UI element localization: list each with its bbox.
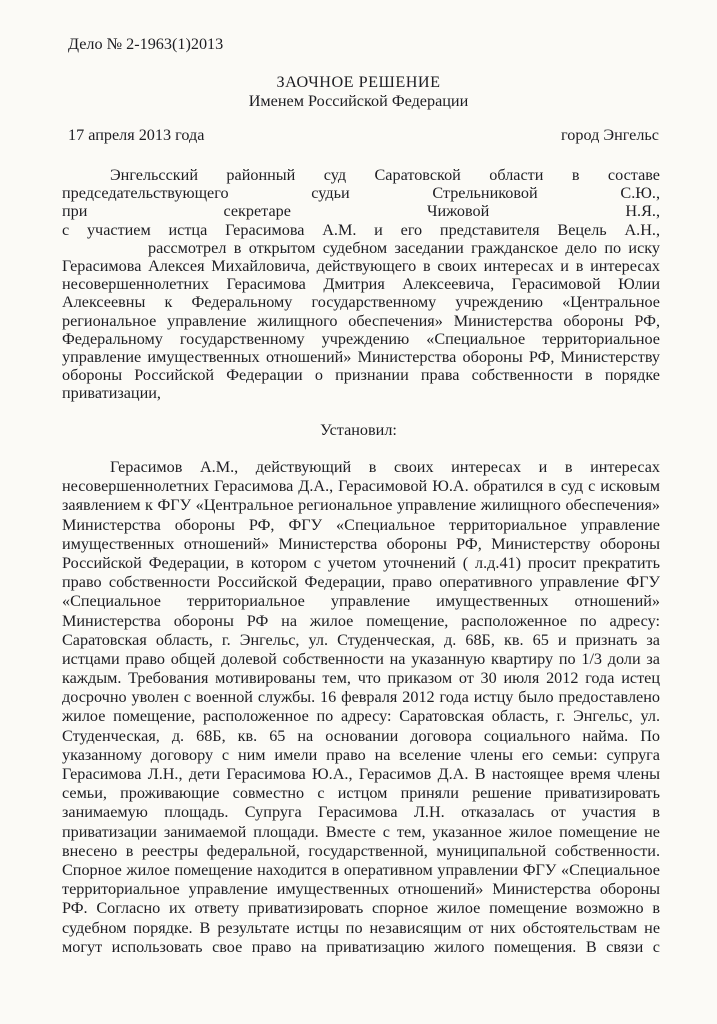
text-line: Алексеевны к Федеральному государственному учреждению «Центральное <box>62 293 660 312</box>
section-heading: Установил: <box>320 421 397 439</box>
intro-paragraph <box>62 166 660 402</box>
text-line: территориальное управление имущественных отношений» Министерства обороны <box>62 880 660 899</box>
text-line: Спорное жилое помещение находится в оперативном управлении ФГУ «Специальное <box>62 860 660 879</box>
text-line: приватизации, <box>62 384 161 403</box>
text-line: несовершеннолетних Герасимова Д.А., Герасимовой Ю.А. обратился в суд с исковым <box>62 477 660 496</box>
text-line: семьи, проживающие совместно с истцом приняли решение приватизировать <box>62 784 660 803</box>
text-line: право собственности Российской Федерации, право оперативного управление ФГУ <box>62 573 660 592</box>
body-paragraph <box>62 458 660 957</box>
text-line: каждым. Требования мотивированы тем, что приказом от 30 июля 2012 года истец <box>62 669 660 688</box>
text-line: указанному договору с ним имели право на вселение члены его семьи: супруга <box>62 745 660 764</box>
text-line: с участием истца Герасимова А.М. и его представителя Вецель А.Н., <box>62 220 660 239</box>
text-line: Герасимова Л.Н., дети Герасимова Ю.А., Герасимов Д.А. В настоящее время члены <box>62 765 660 783</box>
text-line: Герасимова Алексея Михайловича, действующего в своих интересах и в интересах <box>62 256 660 275</box>
text-line: управление имущественных отношений» Министерства обороны РФ, Министерству <box>62 347 660 366</box>
text-line: имущественных отношений» Министерства обороны РФ, Министерству обороны <box>62 534 660 553</box>
text-line: РФ. Согласно их ответу приватизировать спорное жилое помещение возможно в <box>62 899 660 918</box>
text-line: приватизации занимаемой площади. Вместе с тем, указанное жилое помещение не <box>62 822 660 841</box>
text-line: истцами право общей долевой собственности на указанную квартиру по 1/3 доли за <box>62 649 660 668</box>
text-line: внесено в реестры федеральной, государственной, муниципальной собственности. <box>62 841 660 860</box>
text-line: Саратовская область, г. Энгельс, ул. Студенческая, д. 68Б, кв. 65 и признать за <box>62 630 660 649</box>
text-line: судебном порядке. В результате истцы по независящим от них обстоятельствам не <box>62 918 660 937</box>
text-line: обороны Российской Федерации о признании права собственности в порядке <box>62 366 660 385</box>
text-line: могут использовать свое право на приватизацию жилого помещения. В связи с <box>62 937 660 956</box>
text-line: рассмотрел в открытом судебном заседании гражданское дело по иску <box>148 238 660 257</box>
text-line: жилое помещение, расположенное по адресу: Саратовская область, г. Энгельс, ул. <box>62 707 660 726</box>
decision-city: город Энгельс <box>561 126 659 144</box>
text-line: Федеральному государственному учреждению «Специальное территориальное <box>62 329 660 348</box>
text-line: заявлением к ФГУ «Центральное региональное управление жилищного обеспечения» <box>62 496 660 515</box>
text-line: «Специальное территориальное управление имущественных отношений» <box>62 592 660 611</box>
text-line: Министерства обороны РФ, ФГУ «Специальное территориальное управление <box>62 515 660 534</box>
text-line: региональное управление жилищного обеспечения» Министерства обороны РФ, <box>62 311 660 330</box>
text-line: досрочно уволен с военной службы. 16 февраля 2012 года истцу было предоставлено <box>62 688 660 707</box>
text-line: занимаемую площадь. Супруга Герасимова Л.Н. отказалась от участия в <box>62 803 660 822</box>
text-line: несовершеннолетних Герасимова Дмитрия Алексеевича, Герасимовой Юлии <box>62 275 660 294</box>
decision-date: 17 апреля 2013 года <box>68 126 205 144</box>
text-line: Российской Федерации, в котором с учетом уточнений ( л.д.41) просит прекратить <box>62 553 660 572</box>
text-line: председательствующего судьи Стрельниковой С.Ю., <box>62 184 660 203</box>
text-line: при секретаре Чижовой Н.Я., <box>62 202 660 221</box>
text-line: Герасимов А.М., действующий в своих интересах и в интересах <box>110 458 660 476</box>
text-line: Министерства обороны РФ на жилое помещение, расположенное по адресу: <box>62 611 660 630</box>
case-number: Дело № 2-1963(1)2013 <box>68 35 224 53</box>
text-line: Энгельсский районный суд Саратовской области в составе <box>110 166 660 184</box>
text-line: Студенческая, д. 68Б, кв. 65 на основании договора социального найма. По <box>62 726 660 745</box>
document-title: ЗАОЧНОЕ РЕШЕНИЕ <box>276 73 441 91</box>
document-subtitle: Именем Российской Федерации <box>248 92 469 110</box>
